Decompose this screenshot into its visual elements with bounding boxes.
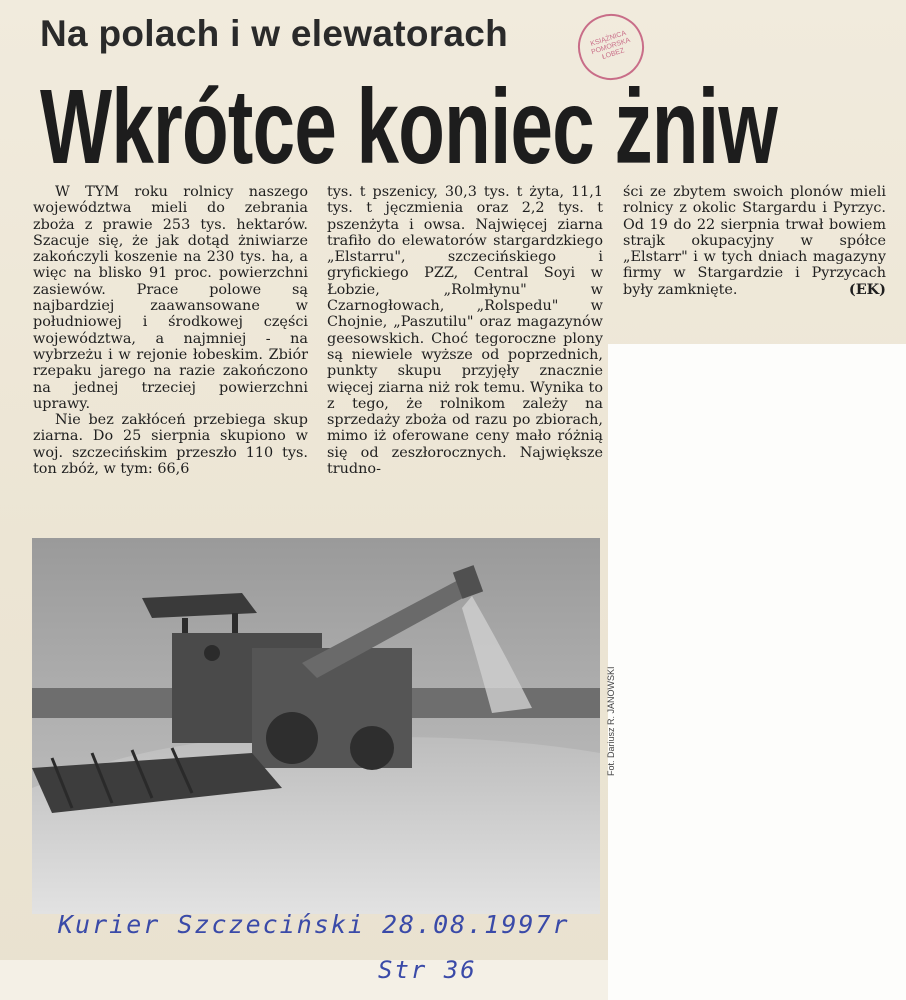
scan-background xyxy=(608,344,906,1000)
stamp-text: KSIĄŻNICA POMORSKA ŁOBEZ xyxy=(589,29,632,62)
author-signature: (EK) xyxy=(848,280,886,298)
paragraph: tys. t pszenicy, 30,3 tys. t żyta, 11,1 tys. t jęczmienia oraz 2,2 tys. t pszenżyta i owsa. Najwięcej ziarna trafiło do elewatorów stargardzkiego „Elstarru", szczecińskiego i gryfickiego PZZ, Central Soyi w Łobzie, „Rolmłynu" w Czarnogłowach, „Rolspedu" w Chojnie, „Paszutilu" oraz magazynów geesowskich. Choć tegoroczne plony są niewiele wyższe od poprzednich, punkty skupu przyjęły znacznie więcej ziarna niż rok temu. Wynika to z tego, że rolnikom zależy na sprzedaży zboża od razu po zbiorach, mimo iż oferowane ceny mało różnią się od zeszłorocznych. Największe trudno- xyxy=(327,184,603,478)
photo-credit: Fot. Dariusz R. JANOWSKI xyxy=(606,666,616,776)
article-column-2 xyxy=(327,184,603,477)
photo-illustration xyxy=(32,538,600,914)
article-headline: Wkrótce koniec żniw xyxy=(40,68,777,186)
article-column-3 xyxy=(623,184,886,298)
handwritten-source-note: Kurier Szczeciński 28.08.1997r xyxy=(58,910,570,939)
paragraph-text: ści ze zbytem swoich plonów mieli rolnicy z okolic Stargardu i Pyrzyc. Od 19 do 22 sierpnia trwał bowiem strajk okupacyjny w spółce „Elstarr" i w tych dniach magazyny firmy w Stargardzie i Pyrzycach były zamknięte. xyxy=(623,184,886,298)
article-kicker: Na polach i w elewatorach xyxy=(40,13,509,54)
paragraph: Nie bez zakłóceń przebiega skup ziarna. Do 25 sierpnia skupiono w woj. szczecińskim przeszło 110 tys. ton zbóż, w tym: 66,6 xyxy=(33,412,308,478)
article-column-1 xyxy=(33,184,308,477)
handwritten-page-note: Str 36 xyxy=(378,956,477,984)
paragraph: W TYM roku rolnicy naszego województwa mieli do zebrania zboża z prawie 253 tys. hektarów. Szacuje się, że jak dotąd żniwiarze zakończyli koszenie na 230 tys. ha, a więc na blisko 91 proc. powierzchni zasiewów. Prace polowe są najbardziej zaawansowane w południowej i środkowej części województwa, a najmniej - na wybrzeżu i w rejonie łobeskim. Zbiór rzepaku jarego na razie zakończono na jednej trzeciej powierzchni uprawy. xyxy=(33,184,308,412)
combine-harvester-photo xyxy=(32,538,600,914)
clipping-margin xyxy=(0,960,608,1000)
paragraph xyxy=(623,184,886,298)
